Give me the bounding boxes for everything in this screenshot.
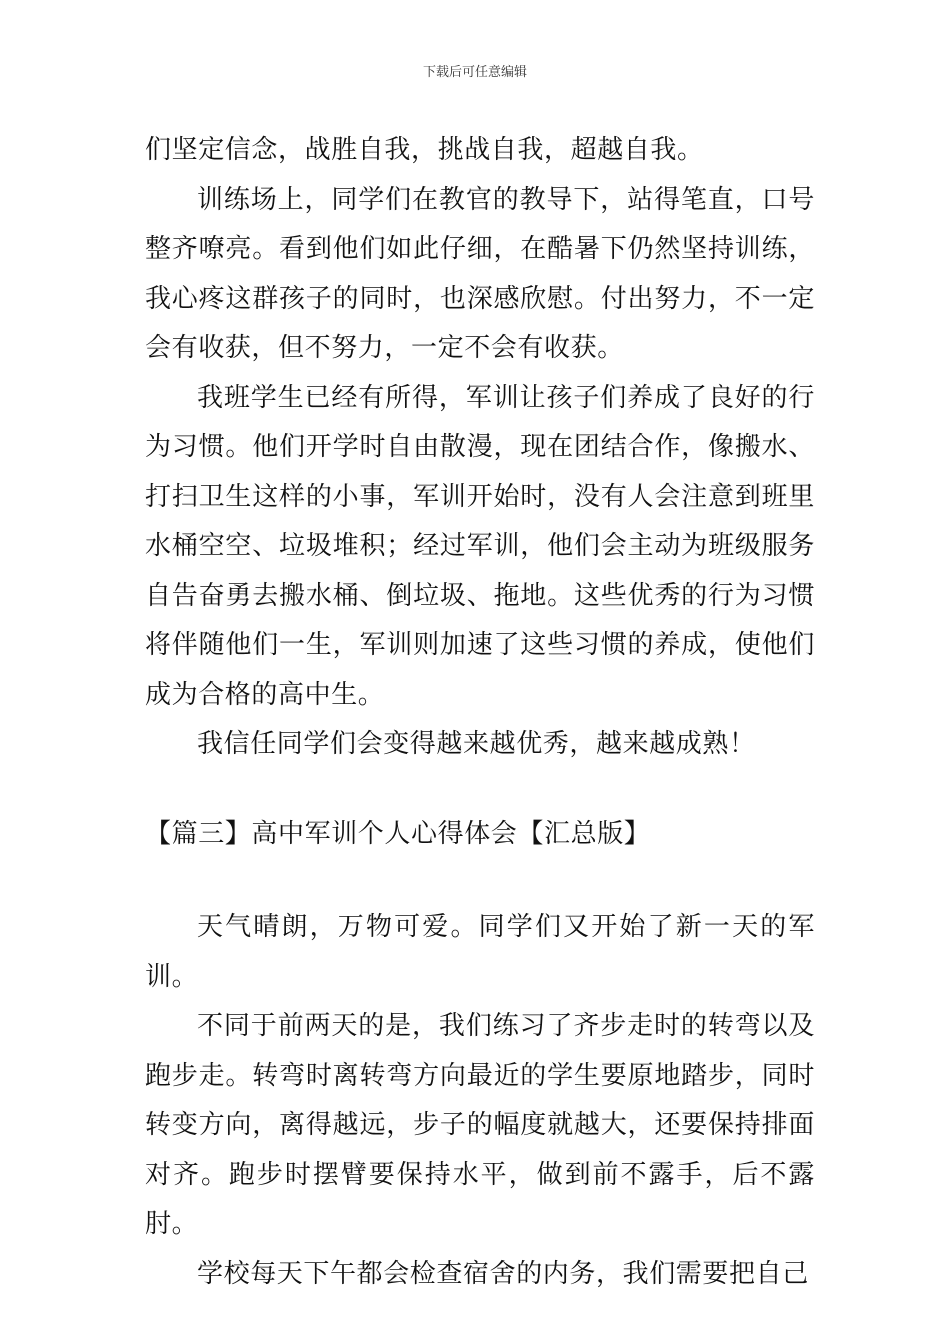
paragraph-training-field: 训练场上，同学们在教官的教导下，站得笔直，口号整齐嘹亮。看到他们如此仔细，在酷暑下仍然坚持训练，我心疼这群孩子的同时，也深感欣慰。付出努力，不一定会有收获，但不努力，一定不会有收获。	[145, 184, 815, 363]
paragraph-continuation: 们坚定信念，战胜自我，挑战自我，超越自我。	[145, 135, 704, 165]
paragraph-dorm-inspection: 学校每天下午都会检查宿舍的内务，我们需要把自己	[197, 1258, 809, 1289]
paragraph-marching: 不同于前两天的是，我们练习了齐步走时的转弯以及跑步走。转弯时离转弯方向最近的学生要原地踏步，同时转变方向，离得越远，步子的幅度就越大，还要保持排面对齐。跑步时摆臂要保持水平，做到前不露手，后不露肘。	[145, 1011, 815, 1239]
section-heading: 【篇三】高中军训个人心得体会【汇总版】	[145, 818, 651, 849]
paragraph-weather: 天气晴朗，万物可爱。同学们又开始了新一天的军训。	[145, 912, 815, 992]
paragraph-trust: 我信任同学们会变得越来越优秀，越来越成熟！	[197, 729, 756, 759]
paragraph-class-habits: 我班学生已经有所得，军训让孩子们养成了良好的行为习惯。他们开学时自由散漫，现在团结合作，像搬水、打扫卫生这样的小事，军训开始时，没有人会注意到班里水桶空空、垃圾堆积；经过军训，他们会主动为班级服务自告奋勇去搬水桶、倒垃圾、拖地。这些优秀的行为习惯将伴随他们一生，军训则加速了这些习惯的养成，使他们成为合格的高中生。	[145, 382, 815, 710]
page-header: 下载后可任意编辑	[422, 65, 527, 80]
document-body	[145, 126, 815, 1299]
